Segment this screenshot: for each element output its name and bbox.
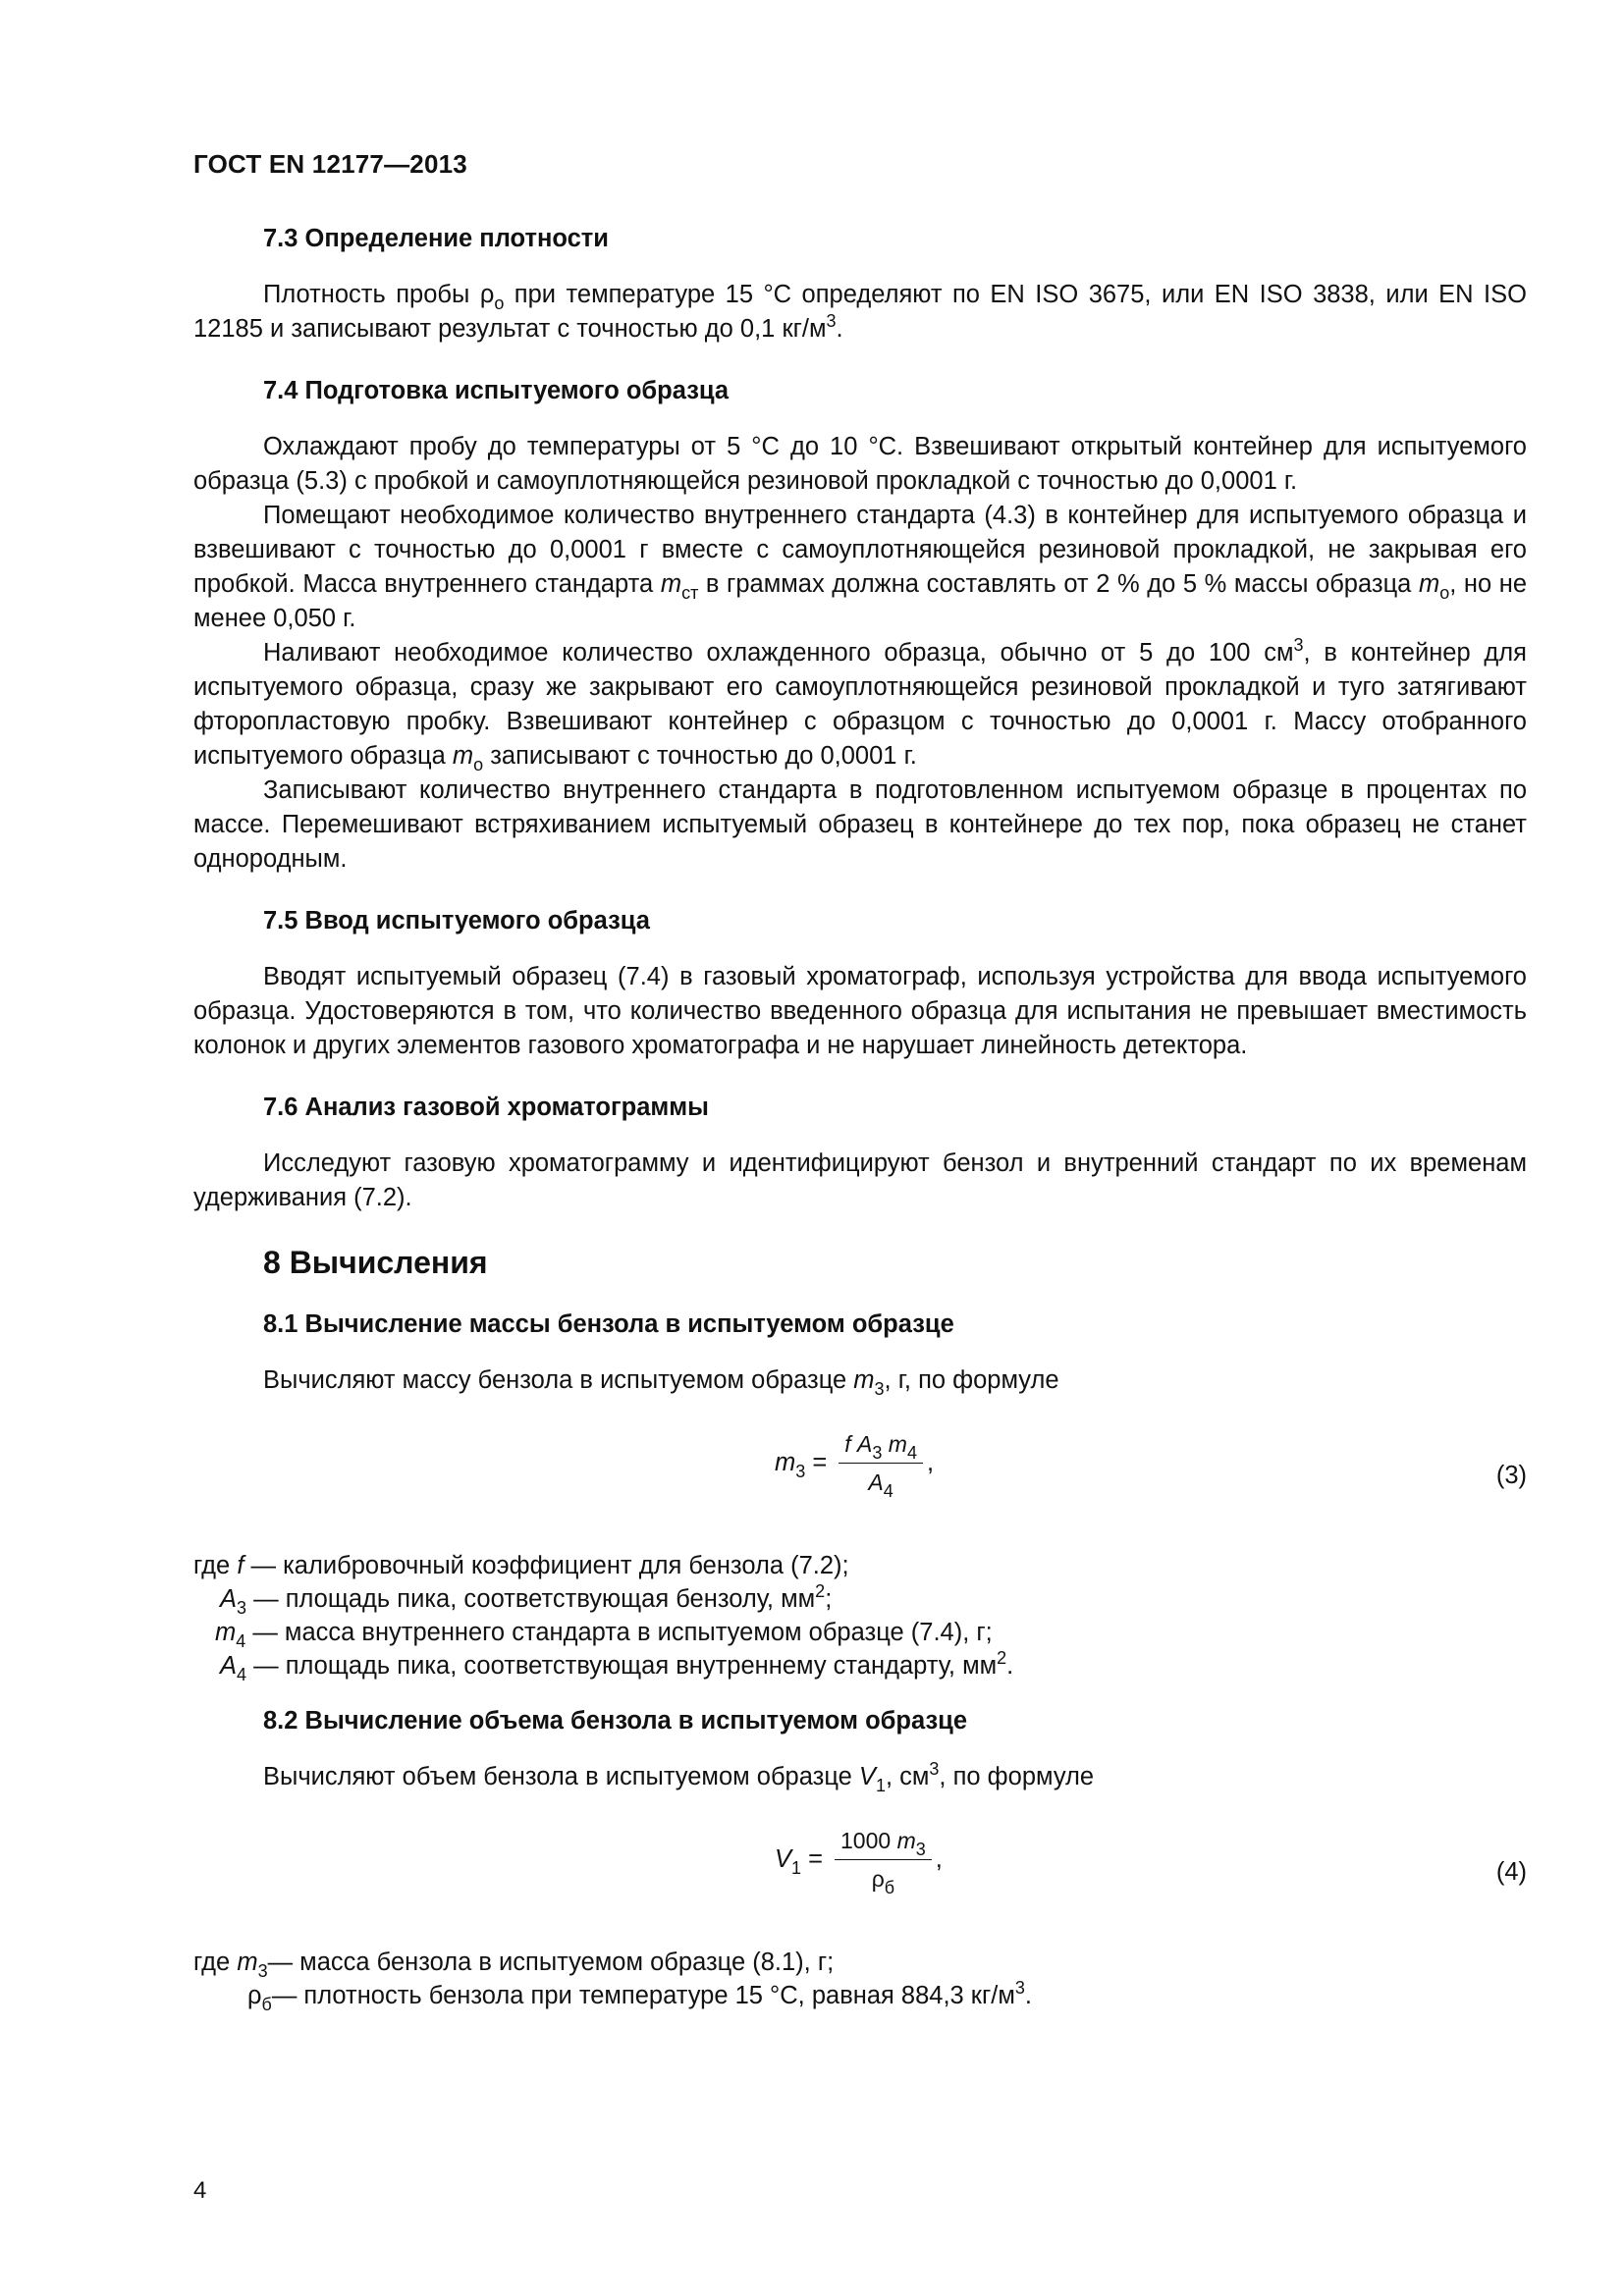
section-7-5 — [193, 904, 1527, 1063]
section-title: 7.4 Подготовка испытуемого образца — [263, 377, 730, 404]
section-7-6 — [193, 1091, 1527, 1215]
equation-number: (4) — [1495, 1858, 1527, 1886]
legend-line: где $m_3—$ масса бензола в испытуемом образце (8.1), г; — [193, 1949, 835, 1981]
section-title: 7.3 Определение плотности — [263, 225, 609, 252]
formula-expression: $m_3$ = $\frac{f A_3 m_4}{A_4}$ , — [775, 1431, 935, 1501]
variable-legend — [193, 1946, 1527, 2012]
paragraph: Записывают количество внутреннего стандарта в подготовленном испытуемом образце в процентах по массе. Перемешивают встряхиванием испытуемый образец в контейнере до тех пор, пока образец не станет однородным. — [193, 776, 1527, 873]
paragraph: Помещают необходимое количество внутреннего стандарта (4.3) в контейнер для испытуемого образца и взвешивают с точностью до 0,0001 г вместе с самоуплотняющейся резиновой прокладкой, не закрывая его пробкой. Масса внутреннего стандарта $m_{ст}$ в граммах должна составлять от 2 % до 5 % массы образца $m_о$, но не менее 0,050 г. — [193, 502, 1527, 632]
section-7-3 — [193, 222, 1527, 347]
fraction — [835, 1826, 932, 1897]
chapter-title: 8 Вычисления — [263, 1245, 488, 1280]
legend-line: $\rho_б—$ плотность бензола при температуре 15 °С, равная 884,3 $кг/м^3$. — [247, 1978, 1032, 2014]
numerator: f $A_3$ $m_4$ — [839, 1429, 923, 1464]
legend-line: $A_3$ — площадь пика, соответствующая бензолу, $мм^2$; — [220, 1581, 833, 1618]
formula-3 — [193, 1419, 1527, 1529]
page-number: 4 — [193, 2177, 207, 2204]
section-7-4 — [193, 374, 1527, 877]
paragraph: Наливают необходимое количество охлажденного образца, обычно от 5 до 100 $см^3$, в контейнер для испытуемого образца, сразу же закрывают его самоуплотняющейся резиновой прокладкой и туго затягивают фторопластовую пробку. Взвешивают контейнер с образцом с точностью до 0,0001 г. Массу отобранного испытуемого образца $m_о$ записывают с точностью до 0,0001 г. — [193, 635, 1527, 774]
equation-number: (3) — [1495, 1462, 1527, 1489]
paragraph: Плотность пробы $\rho_о$ при температуре 15 °С определяют по EN ISO 3675, или EN ISO 3838, или EN ISO 12185 и записывают результат с точностью до 0,1 $кг/м^3$. — [193, 281, 1527, 343]
paragraph: Охлаждают пробу до температуры от 5 °С до 10 °С. Взвешивают открытый контейнер для испытуемого образца (5.3) с пробкой и самоуплотняющейся резиновой прокладкой с точностью до 0,0001 г. — [193, 433, 1527, 495]
denominator: $\rho_б$ — [871, 1866, 895, 1897]
section-8-1 — [193, 1308, 1527, 1682]
document-header: ГОСТ EN 12177—2013 — [193, 149, 467, 179]
denominator: $A_4$ — [868, 1469, 893, 1501]
formula-expression: $V_1$ = $\frac{1000 m_3}{\rho_б}$ , — [775, 1828, 943, 1897]
paragraph: Исследуют газовую хроматограмму и идентифицируют бензол и внутренний стандарт по их временам удерживания (7.2). — [193, 1149, 1527, 1211]
section-title: 8.2 Вычисление объема бензола в испытуемом образце — [263, 1707, 968, 1735]
paragraph: Вычисляют объем бензола в испытуемом образце $V_1$, $см^3$, по формуле — [263, 1759, 1095, 1795]
numerator: 1000 $m_3$ — [835, 1826, 932, 1860]
formula-4 — [193, 1816, 1527, 1926]
paragraph: Вводят испытуемый образец (7.4) в газовый хроматограф, используя устройства для ввода испытуемого образца. Удостоверяются в том, что количество введенного образца для испытания не превышает вместимость колонок и других элементов газового хроматографа и не нарушает линейность детектора. — [193, 963, 1527, 1059]
section-title: 7.6 Анализ газовой хроматограммы — [263, 1094, 709, 1121]
section-title: 8.1 Вычисление массы бензола в испытуемом образце — [263, 1310, 954, 1338]
section-8-2 — [193, 1704, 1527, 2012]
legend-line: где f — калибровочный коэффициент для бензола (7.2); — [193, 1552, 849, 1579]
document-body — [193, 222, 1527, 2034]
legend-line: $A_4$ — площадь пика, соответствующая внутреннему стандарту, $мм^2$. — [220, 1648, 1014, 1684]
section-title: 7.5 Ввод испытуемого образца — [263, 907, 650, 934]
paragraph: Вычисляют массу бензола в испытуемом образце $m_3$, г, по формуле — [263, 1366, 1059, 1399]
legend-line: $m_4$ — масса внутреннего стандарта в испытуемом образце (7.4), г; — [215, 1619, 993, 1651]
variable-legend — [193, 1549, 1527, 1682]
